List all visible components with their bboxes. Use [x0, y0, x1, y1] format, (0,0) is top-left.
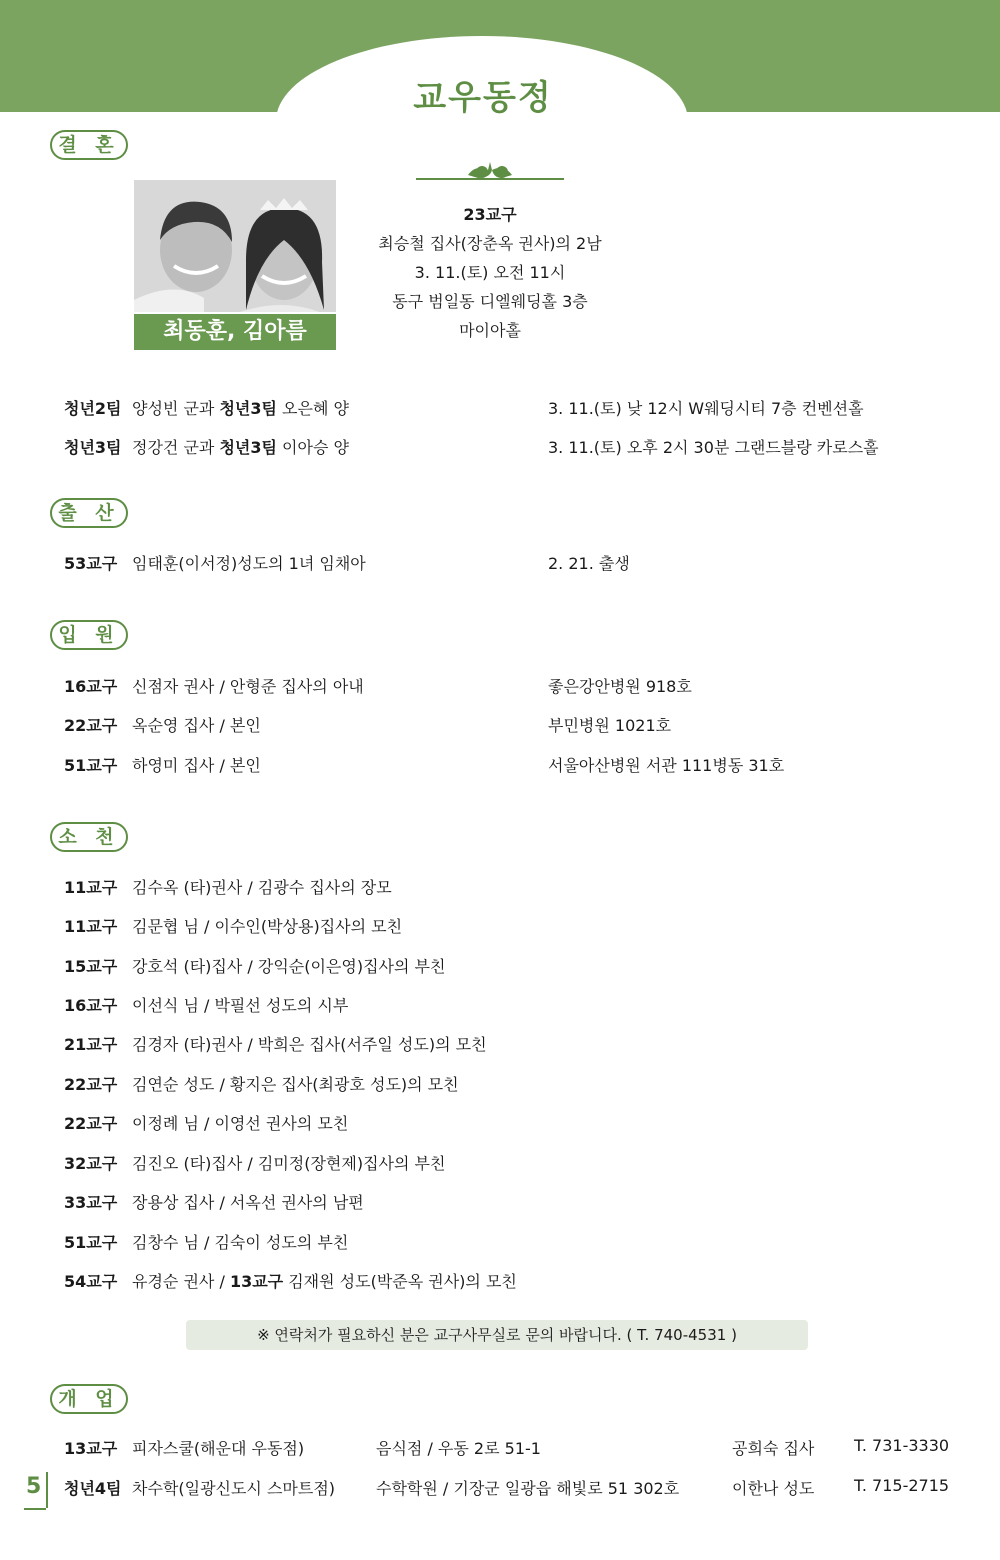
entry-detail: 2. 21. 출생 — [548, 554, 630, 573]
district-code: 54교구 — [64, 1272, 118, 1291]
district-code: 16교구 — [64, 677, 118, 696]
district-code: 11교구 — [64, 878, 118, 897]
entry-description: 하영미 집사 / 본인 — [132, 756, 261, 775]
entry-detail: 3. 11.(토) 낮 12시 W웨딩시티 7층 컨벤션홀 — [548, 399, 864, 418]
page-number-divider — [46, 1472, 48, 1508]
district-code: 33교구 — [64, 1193, 118, 1212]
featured-district: 23교구 — [463, 205, 517, 224]
page-number: 5 — [26, 1474, 42, 1499]
district-code: 51교구 — [64, 1233, 118, 1252]
featured-hall: 마이아홀 — [459, 321, 521, 340]
district-code: 51교구 — [64, 756, 118, 775]
section-label-hospital: 입 원 — [50, 620, 128, 650]
featured-datetime: 3. 11.(토) 오전 11시 — [414, 263, 566, 282]
featured-parents: 최승철 집사(장춘옥 권사)의 2남 — [378, 234, 602, 253]
entry-description: 김경자 (타)권사 / 박희은 집사(서주일 성도)의 모친 — [132, 1035, 487, 1054]
entry-description: 옥순영 집사 / 본인 — [132, 716, 261, 735]
entry-description: 정강건 군과 청년3팀 이아승 양 — [132, 438, 349, 457]
district-code: 청년3팀 — [64, 438, 122, 457]
business-phone: T. 731-3330 — [854, 1436, 950, 1455]
entry-detail: 좋은강안병원 918호 — [548, 677, 692, 696]
entry-description: 이정례 님 / 이영선 권사의 모친 — [132, 1114, 349, 1133]
entry-description: 김진오 (타)집사 / 김미정(장현제)집사의 부친 — [132, 1154, 446, 1173]
business-owner: 공희숙 집사 — [732, 1439, 815, 1458]
business-owner: 이한나 성도 — [732, 1479, 815, 1498]
business-phone: T. 715-2715 — [854, 1476, 950, 1495]
district-code: 청년4팀 — [64, 1479, 122, 1498]
entry-description: 장용상 집사 / 서옥선 권사의 남편 — [132, 1193, 364, 1212]
district-code: 22교구 — [64, 716, 118, 735]
entry-description: 김문협 님 / 이수인(박상용)집사의 모친 — [132, 917, 403, 936]
featured-wedding-info — [370, 200, 610, 345]
district-code: 13교구 — [64, 1439, 118, 1458]
district-code: 32교구 — [64, 1154, 118, 1173]
entry-description: 유경순 권사 / 13교구 김재원 성도(박준옥 권사)의 모친 — [132, 1272, 517, 1291]
entry-description: 신점자 권사 / 안형준 집사의 아내 — [132, 677, 364, 696]
contact-notice: ※ 연락처가 필요하신 분은 교구사무실로 문의 바랍니다. ( T. 740-4531 ) — [186, 1320, 808, 1350]
entry-detail: 서울아산병원 서관 111병동 31호 — [548, 756, 785, 775]
district-code: 22교구 — [64, 1075, 118, 1094]
district-code: 11교구 — [64, 917, 118, 936]
district-code: 16교구 — [64, 996, 118, 1015]
entry-description: 김창수 님 / 김숙이 성도의 부친 — [132, 1233, 349, 1252]
district-code: 청년2팀 — [64, 399, 122, 418]
entry-description: 임태훈(이서정)성도의 1녀 임채아 — [132, 554, 366, 573]
couple-photo — [134, 180, 336, 350]
entry-detail: 3. 11.(토) 오후 2시 30분 그랜드블랑 카로스홀 — [548, 438, 879, 457]
district-code: 15교구 — [64, 957, 118, 976]
entry-description: 김연순 성도 / 황지은 집사(최광호 성도)의 모친 — [132, 1075, 459, 1094]
district-code: 53교구 — [64, 554, 118, 573]
entry-detail: 부민병원 1021호 — [548, 716, 672, 735]
business-name: 차수학(일광신도시 스마트점) — [132, 1479, 336, 1498]
section-label-business: 개 업 — [50, 1384, 128, 1414]
business-name: 피자스쿨(해운대 우동점) — [132, 1439, 305, 1458]
page-number-underline — [24, 1508, 46, 1510]
business-type: 음식점 / 우동 2로 51-1 — [376, 1439, 541, 1458]
business-type: 수학학원 / 기장군 일광읍 해빛로 51 302호 — [376, 1479, 680, 1498]
district-code: 21교구 — [64, 1035, 118, 1054]
birds-ornament-icon — [416, 158, 564, 184]
featured-venue: 동구 범일동 디엘웨딩홀 3층 — [392, 292, 588, 311]
entry-description: 이선식 님 / 박필선 성도의 시부 — [132, 996, 349, 1015]
page-title: 교우동정 — [413, 78, 553, 118]
section-label-wedding: 결 혼 — [50, 130, 128, 160]
entry-description: 강호석 (타)집사 / 강익순(이은영)집사의 부친 — [132, 957, 446, 976]
entry-description: 양성빈 군과 청년3팀 오은혜 양 — [132, 399, 349, 418]
couple-names: 최동훈, 김아름 — [134, 312, 336, 350]
section-label-funeral: 소 천 — [50, 822, 128, 852]
district-code: 22교구 — [64, 1114, 118, 1133]
entry-description: 김수옥 (타)권사 / 김광수 집사의 장모 — [132, 878, 392, 897]
section-label-birth: 출 산 — [50, 498, 128, 528]
